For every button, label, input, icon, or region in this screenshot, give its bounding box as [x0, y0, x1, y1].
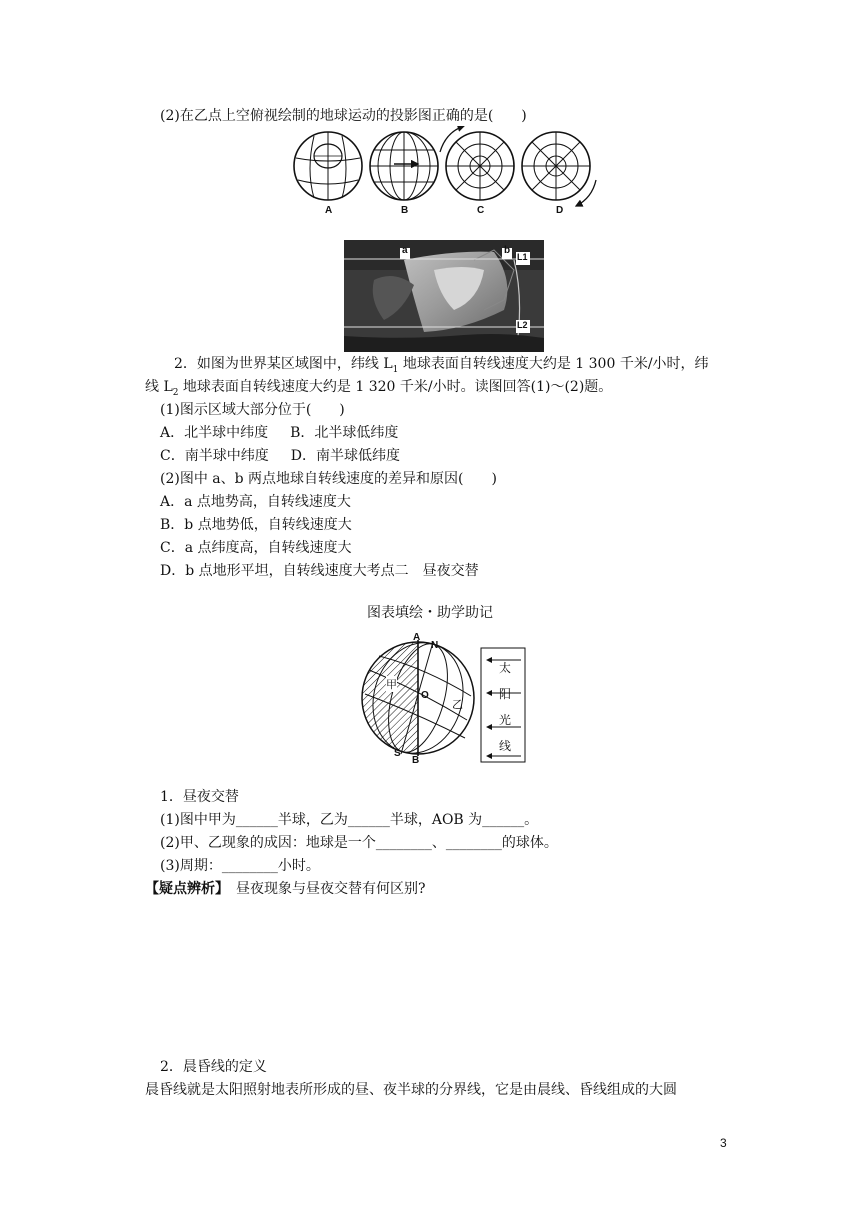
answer-option-a: A．a 点地势高，自转线速度大 — [160, 494, 351, 510]
question-2-stem-cont: 线 $L_2$ 地球表面自转线速度大约是 1 320 千米/小时。读图回答(1)～(2)题。 — [145, 379, 613, 398]
doubt-tag: 【疑点辨析】 — [145, 881, 222, 897]
option-b: B．北半球低纬度 — [290, 425, 399, 441]
globe-label-o: O — [421, 690, 429, 701]
answer-option-c: C．a 点纬度高，自转线速度大 — [160, 540, 352, 556]
globe-label-a: A — [413, 632, 421, 643]
globe-label-s: S — [394, 748, 401, 759]
option-row — [160, 447, 400, 465]
sun-ray-char: 光 — [499, 713, 512, 727]
option-label: B — [401, 205, 409, 216]
question-2-stem: 2．如图为世界某区域图中，纬线 $L_1$ 地球表面自转线速度大约是 1 300 千米/小时，纬 — [174, 356, 709, 375]
part-1-title: 1．昼夜交替 — [160, 789, 239, 805]
answer-option-d: D．b 点地形平坦，自转线速度大考点二 昼夜交替 — [160, 563, 479, 579]
globe-label-yi: 乙 — [452, 698, 463, 711]
section-title: 图表填绘・助学助记 — [367, 605, 493, 621]
fill-blank-2: (2)甲、乙现象的成因：地球是一个________、________的球体。 — [160, 835, 558, 851]
option-d-globe — [522, 132, 596, 206]
fill-blank-1: (1)图中甲为______半球，乙为______半球，AOB 为______。 — [160, 812, 539, 828]
answer-option-b: B．b 点地势低，自转线速度大 — [160, 517, 352, 533]
globe-label-jia: 甲 — [386, 678, 397, 691]
page-number: 3 — [720, 1136, 727, 1150]
question-text: (2)在乙点上空俯视绘制的地球运动的投影图正确的是( ) — [160, 108, 527, 124]
doubt-analysis — [145, 880, 426, 898]
doubt-question: 昼夜现象与昼夜交替有何区别? — [222, 881, 426, 897]
option-label: C — [477, 205, 485, 216]
part-2-title: 2．晨昏线的定义 — [160, 1059, 267, 1075]
photo-label-l2: L2 — [517, 320, 528, 330]
globe-label-n: N — [431, 640, 439, 651]
sun-ray-char: 阳 — [499, 687, 512, 701]
part-2-text: 晨昏线就是太阳照射地表所形成的昼、夜半球的分界线，它是由晨线、昏线组成的大圆 — [145, 1082, 677, 1098]
option-row — [160, 424, 398, 442]
sun-ray-char: 线 — [499, 739, 512, 753]
option-label: D — [556, 205, 564, 216]
globe-label-b: B — [412, 755, 420, 766]
question-2-sub1: (1)图示区域大部分位于( ) — [160, 402, 345, 418]
option-d: D．南半球低纬度 — [290, 448, 400, 464]
option-c-globe — [440, 126, 514, 200]
projection-options-figure — [290, 126, 600, 218]
fill-blank-3: (3)周期：________小时。 — [160, 858, 320, 874]
option-label: A — [325, 205, 333, 216]
photo-label-l1: L1 — [517, 252, 528, 262]
option-b-globe — [370, 132, 438, 200]
satellite-photo — [344, 240, 544, 352]
question-2-sub2: (2)图中 a、b 两点地球自转线速度的差异和原因( ) — [160, 471, 497, 487]
sun-ray-char: 太 — [499, 661, 512, 675]
option-a-globe — [294, 132, 362, 200]
option-c: C．南半球中纬度 — [160, 448, 269, 464]
photo-label-b: b — [504, 245, 511, 256]
photo-label-a: a — [402, 245, 408, 256]
option-a: A．北半球中纬度 — [160, 425, 269, 441]
